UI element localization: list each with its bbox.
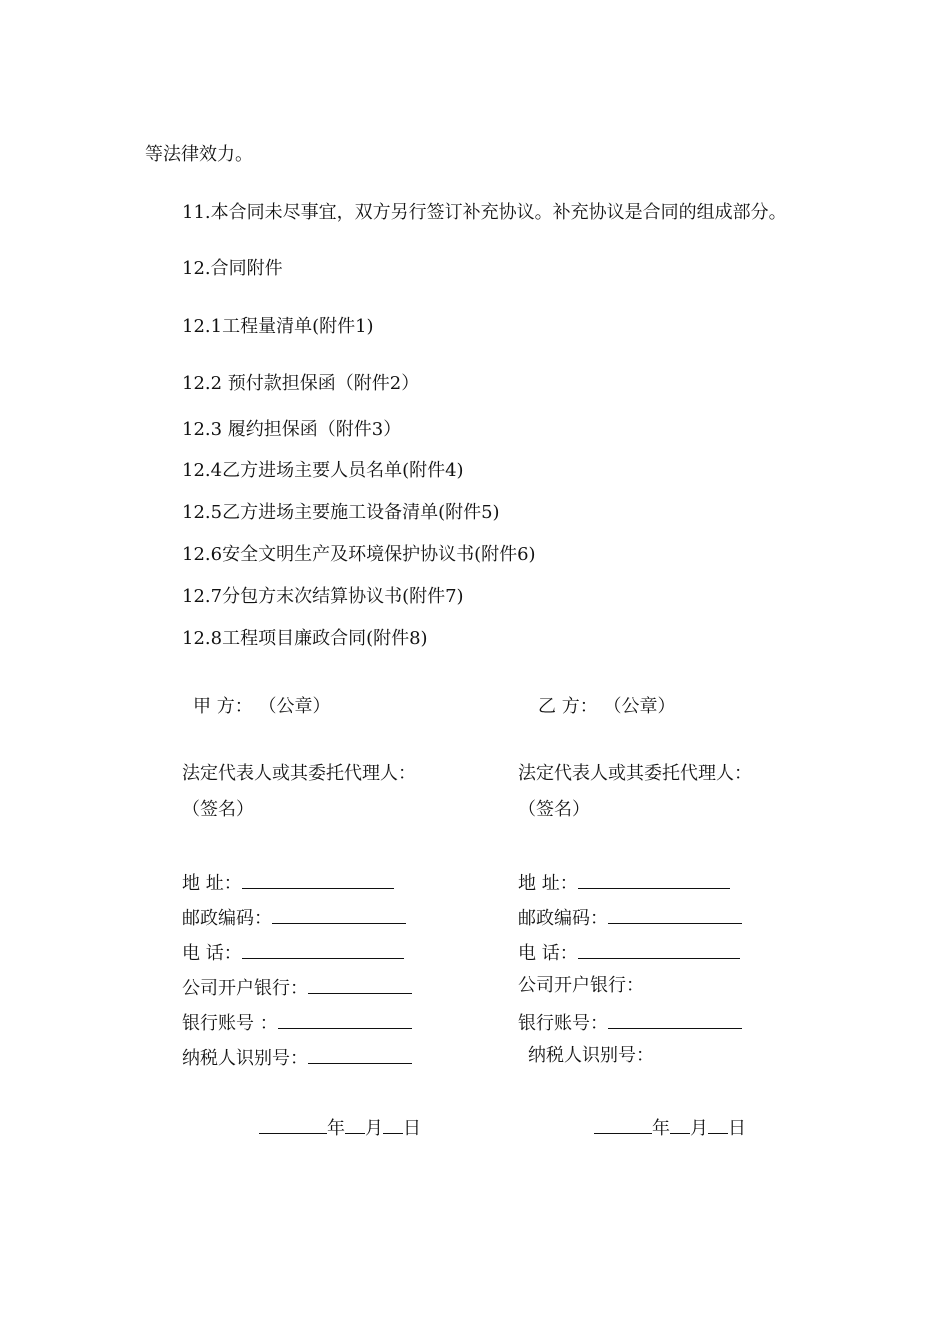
account-field[interactable] (278, 1010, 412, 1029)
attachment-item: 12.4乙方进场主要人员名单(附件4) (182, 460, 464, 481)
party-b-date-row (594, 1115, 746, 1140)
postcode-field[interactable] (608, 905, 742, 924)
attachment-item: 12.6安全文明生产及环境保护协议书(附件6) (182, 544, 536, 565)
day-field[interactable] (708, 1115, 728, 1134)
continuation-line: 等法律效力。 (145, 144, 253, 165)
clause-12-heading: 12.合同附件 (182, 258, 283, 279)
account-label: 银行账号： (518, 1013, 608, 1034)
party-b-sign-label: （签名） (518, 799, 590, 820)
day-label: 日 (403, 1118, 421, 1139)
clause-11: 11.本合同未尽事宜，双方另行签订补充协议。补充协议是合同的组成部分。 (182, 202, 787, 223)
party-a-bank-row (182, 975, 412, 1000)
postcode-label: 邮政编码： (518, 908, 608, 929)
attachment-item: 12.2 预付款担保函（附件2） (182, 373, 420, 394)
party-b-tax-row (528, 1045, 654, 1067)
month-label: 月 (690, 1118, 708, 1139)
month-field[interactable] (345, 1115, 365, 1134)
month-label: 月 (365, 1118, 383, 1139)
postcode-field[interactable] (272, 905, 406, 924)
party-b-phone-row (518, 940, 740, 965)
party-a-postcode-row (182, 905, 406, 930)
year-field[interactable] (259, 1115, 327, 1134)
address-field[interactable] (242, 870, 394, 889)
attachment-item: 12.5乙方进场主要施工设备清单(附件5) (182, 502, 500, 523)
phone-field[interactable] (242, 940, 404, 959)
year-label: 年 (327, 1118, 345, 1139)
attachment-item: 12.3 履约担保函（附件3） (182, 419, 402, 440)
day-field[interactable] (383, 1115, 403, 1134)
account-field[interactable] (608, 1010, 742, 1029)
account-label: 银行账号 ： (182, 1013, 278, 1034)
attachment-item: 12.7分包方末次结算协议书(附件7) (182, 586, 464, 607)
bank-label: 公司开户银行： (182, 978, 308, 999)
phone-label: 电 话： (182, 943, 242, 964)
party-b-account-row (518, 1010, 742, 1035)
bank-label: 公司开户银行： (518, 975, 644, 996)
attachment-item: 12.1工程量清单(附件1) (182, 316, 374, 337)
attachment-item: 12.8工程项目廉政合同(附件8) (182, 628, 428, 649)
year-field[interactable] (594, 1115, 652, 1134)
party-a-title: 甲 方： （公章） (193, 696, 331, 717)
party-b-title: 乙 方： （公章） (538, 696, 676, 717)
party-b-postcode-row (518, 905, 742, 930)
party-a-date-row (259, 1115, 421, 1140)
party-b-address-row (518, 870, 730, 895)
address-label: 地 址： (518, 873, 578, 894)
address-field[interactable] (578, 870, 730, 889)
party-a-address-row (182, 870, 394, 895)
tax-id-field[interactable] (308, 1045, 412, 1064)
month-field[interactable] (670, 1115, 690, 1134)
party-a-sign-label: （签名） (182, 799, 254, 820)
tax-id-label: 纳税人识别号： (528, 1045, 654, 1066)
day-label: 日 (728, 1118, 746, 1139)
address-label: 地 址： (182, 873, 242, 894)
tax-id-label: 纳税人识别号： (182, 1048, 308, 1069)
year-label: 年 (652, 1118, 670, 1139)
phone-field[interactable] (578, 940, 740, 959)
party-b-rep-label: 法定代表人或其委托代理人： (518, 763, 752, 784)
phone-label: 电 话： (518, 943, 578, 964)
party-a-rep-label: 法定代表人或其委托代理人： (182, 763, 416, 784)
party-a-account-row (182, 1010, 412, 1035)
party-a-phone-row (182, 940, 404, 965)
bank-field[interactable] (308, 975, 412, 994)
postcode-label: 邮政编码： (182, 908, 272, 929)
party-b-bank-row (518, 975, 644, 997)
party-a-tax-row (182, 1045, 412, 1070)
